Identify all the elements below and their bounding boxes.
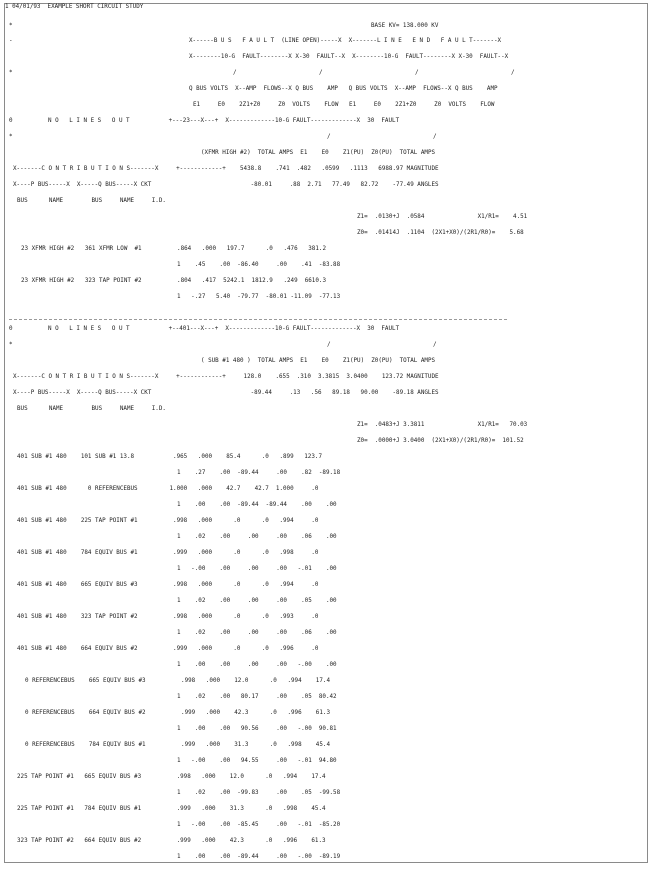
report-line: * [9,70,13,76]
report-line: 1 .02 .00 .00 .00 .06 .00 [177,630,337,636]
report-line: / [319,70,323,76]
report-line: 1 .02 .00 .00 .00 .06 .00 [177,534,337,540]
report-line: - [9,38,13,44]
report-line: 23 XFMR HIGH #2 323 TAP POINT #2 .804 .417 5242.1 1812.9 .249 6610.3 [21,278,326,284]
report-line: E1 E0 2Z1+Z0 Z0 VOLTS FLOW E1 E0 2Z1+Z0 Z0 VOLTS FLOW [193,102,495,108]
report-line: 1 .00 .00 -89.44 -89.44 .00 .00 [177,502,337,508]
report-line: 1 .45 .00 -86.40 .00 .41 -83.88 [177,262,341,268]
report-line: 1 -.00 .00 -85.45 .00 -.01 -85.20 [177,822,341,828]
report-line: ( SUB #1 480 ) TOTAL AMPS E1 E0 Z1(PU) Z0(PU) TOTAL AMPS [201,358,436,364]
report-line: Z1= .0483+J 3.3811 X1/R1= 70.03 [357,422,528,428]
report-line: X----P BUS-----X X-----Q BUS-----X CKT -89.44 .13 .56 89.18 90.00 -89.18 ANGLES [13,390,439,396]
report-line: 0 N O L I N E S O U T +---23---X---+ X-------------10-G FAULT-------------X 30 FAULT [9,118,400,124]
report-line: 401 SUB #1 480 665 EQUIV BUS #3 .998 .000 .0 .0 .994 .0 [17,582,319,588]
report-line: 1 .00 .00 90.56 .00 -.00 90.81 [177,726,337,732]
report-line: 1 04/01/93 EXAMPLE SHORT CIRCUIT STUDY [5,4,144,10]
report-line: BUS NAME BUS NAME I.D. [17,198,166,204]
report-line: X------B U S F A U L T (LINE OPEN)-----X X-------L I N E E N D F A U L T-------X [189,38,502,44]
report-line: 1 .27 .00 -89.44 .00 .82 -89.18 [177,470,341,476]
report-line: X--------10-G FAULT--------X X-30 FAULT--X X--------10-G FAULT--------X X-30 FAULT--X [189,54,509,60]
report-line: 1 .02 .00 -99.83 .00 .05 -99.58 [177,790,341,796]
report-line: 225 TAP POINT #1 784 EQUIV BUS #1 .999 .000 31.3 .0 .998 45.4 [17,806,326,812]
report-line: 401 SUB #1 480 784 EQUIV BUS #1 .999 .000 .0 .0 .998 .0 [17,550,319,556]
report-line: 401 SUB #1 480 0 REFERENCEBUS 1.000 .000 42.7 42.7 1.000 .0 [17,486,319,492]
report-line: Z0= .0000+J 3.0400 (2X1+X0)/(2R1/R0)= 101.52 [357,438,524,444]
report-line: X----P BUS-----X X-----Q BUS-----X CKT -80.01 .88 2.71 77.49 82.72 -77.49 ANGLES [13,182,439,188]
report-line: BUS NAME BUS NAME I.D. [17,406,166,412]
report-line: 1 -.00 .00 94.55 .00 -.01 94.80 [177,758,337,764]
report-line: 0 N O L I N E S O U T +--401---X---+ X-------------10-G FAULT-------------X 30 FAULT [9,326,400,332]
report-line: 0 REFERENCEBUS 664 EQUIV BUS #2 .999 .000 42.3 .0 .996 61.3 [25,710,330,716]
report-line: 323 TAP POINT #2 664 EQUIV BUS #2 .999 .000 42.3 .0 .996 61.3 [17,838,326,844]
report-line: (XFMR HIGH #2) TOTAL AMPS E1 E0 Z1(PU) Z0(PU) TOTAL AMPS [201,150,436,156]
report-line: Z1= .0130+J .0584 X1/R1= 4.51 [357,214,528,220]
report-line: 401 SUB #1 480 323 TAP POINT #2 .998 .000 .0 .0 .993 .0 [17,614,319,620]
report-line: / [511,70,515,76]
report-line: / [327,134,331,140]
report-line: 0 REFERENCEBUS 784 EQUIV BUS #1 .999 .000 31.3 .0 .998 45.4 [25,742,330,748]
report-line: 1 .02 .00 .00 .00 .05 .00 [177,598,337,604]
report-line: / [433,134,437,140]
report-line: X-------C O N T R I B U T I O N S-------X +------------+ 5438.8 .741 .482 .0599 .1113 6988.97 MAGNITUDE [13,166,439,172]
report-line: 23 XFMR HIGH #2 361 XFMR LOW #1 .864 .000 197.7 .0 .476 381.2 [21,246,326,252]
report-line: 1 .02 .00 80.17 .00 .05 80.42 [177,694,337,700]
report-line: * [9,134,13,140]
report-line: * [9,342,13,348]
report-line: BASE KV= 138.000 KV [371,23,439,29]
report-line: 1 .00 .00 .00 .00 -.00 .00 [177,662,337,668]
report-line: / [415,70,419,76]
report-line: Z0= .01414J .1104 (2X1+X0)/(2R1/R0)= 5.68 [357,230,524,236]
report-line: 401 SUB #1 480 664 EQUIV BUS #2 .999 .000 .0 .0 .996 .0 [17,646,319,652]
report-line: 1 -.27 5.40 -79.77 -80.01 -11.09 -77.13 [177,294,341,300]
report-line: 1 .00 .00 -89.44 .00 -.00 -89.19 [177,854,341,860]
report-line: 1 -.00 .00 .00 .00 -.01 .00 [177,566,337,572]
section-separator [9,319,507,320]
report-page [4,3,648,863]
report-line: * [9,23,13,29]
report-line: / [433,342,437,348]
report-line: 0 REFERENCEBUS 665 EQUIV BUS #3 .998 .000 12.0 .0 .994 17.4 [25,678,330,684]
report-line: Q BUS VOLTS X--AMP FLOWS--X Q BUS AMP Q BUS VOLTS X--AMP FLOWS--X Q BUS AMP [189,86,498,92]
report-line: / [233,70,237,76]
report-line: X-------C O N T R I B U T I O N S-------X +------------+ 128.0 .655 .310 3.3815 3.0400 123.72 MAGNITUDE [13,374,439,380]
report-line: 401 SUB #1 480 101 SUB #1 13.8 .965 .000 85.4 .0 .899 123.7 [17,454,322,460]
report-line: 401 SUB #1 480 225 TAP POINT #1 .998 .000 .0 .0 .994 .0 [17,518,319,524]
report-line: / [327,342,331,348]
report-line: 225 TAP POINT #1 665 EQUIV BUS #3 .998 .000 12.0 .0 .994 17.4 [17,774,326,780]
